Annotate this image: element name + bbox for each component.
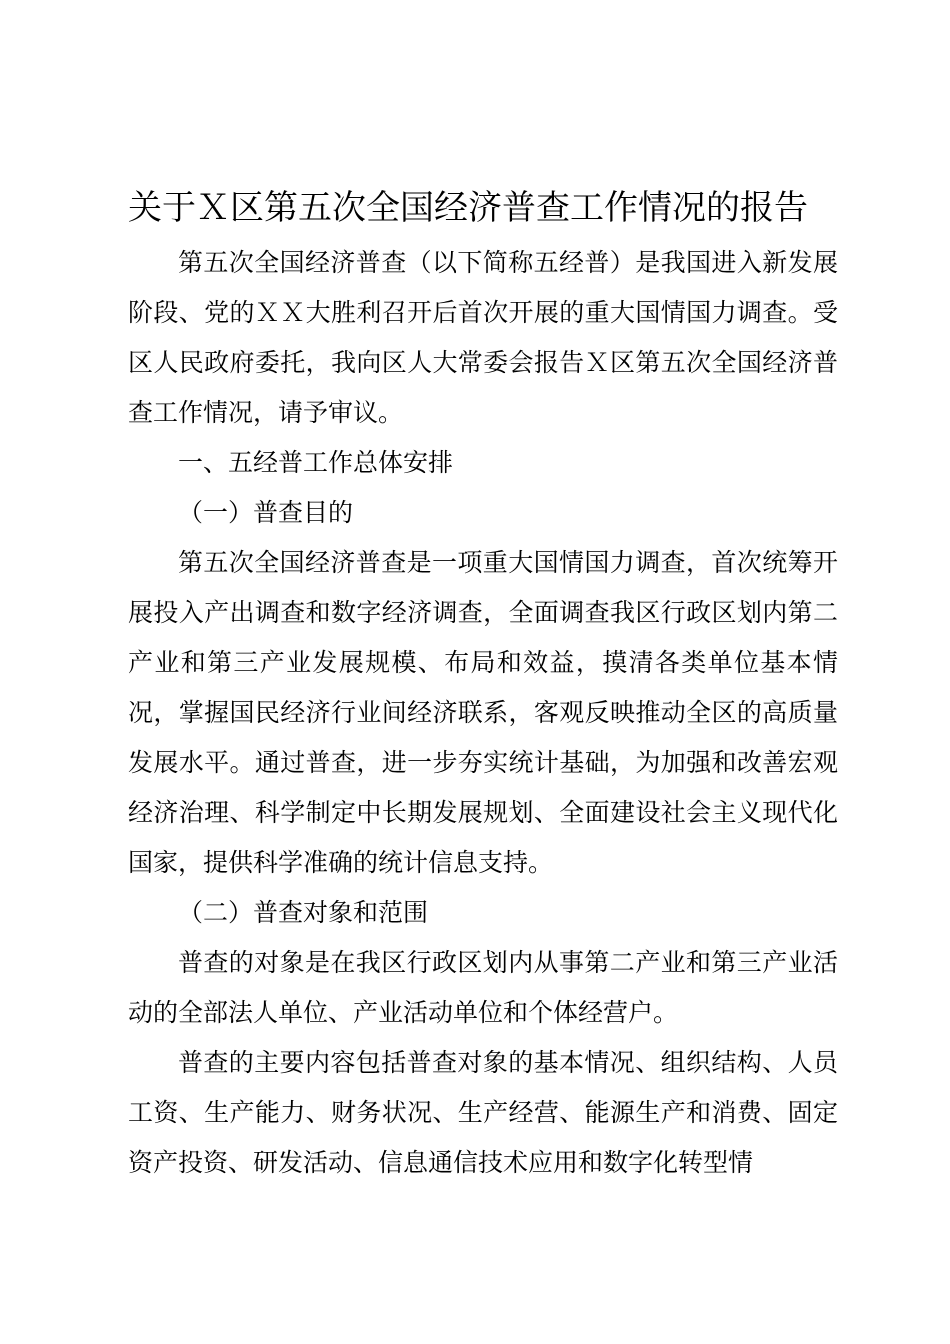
section-1-heading: 一、五经普工作总体安排 [178,448,454,477]
subsection-2-paragraph-2: 普查的主要内容包括普查对象的基本情况、组织结构、人员工资、生产能力、财务状况、生产经营、能源生产和消费、固定资产投资、研发活动、信息通信技术应用和数字化转型情 [128,1048,838,1177]
document-page [128,178,838,1188]
subsection-2-paragraph-1: 普查的对象是在我区行政区划内从事第二产业和第三产业活动的全部法人单位、产业活动单位和个体经营户。 [128,948,838,1027]
intro-paragraph: 第五次全国经济普查（以下简称五经普）是我国进入新发展阶段、党的ＸＸ大胜利召开后首次开展的重大国情国力调查。受区人民政府委托，我向区人大常委会报告Ｘ区第五次全国经济普查工作情况，请予审议。 [128,248,838,427]
subsection-2-heading: （二）普查对象和范围 [178,898,429,927]
subsection-1-heading: （一）普查目的 [178,498,354,527]
document-title: 关于Ｘ区第五次全国经济普查工作情况的报告 [128,188,808,228]
subsection-1-paragraph: 第五次全国经济普查是一项重大国情国力调查，首次统筹开展投入产出调查和数字经济调查，全面调查我区行政区划内第二产业和第三产业发展规模、布局和效益，摸清各类单位基本情况，掌握国民经济行业间经济联系，客观反映推动全区的高质量发展水平。通过普查，进一步夯实统计基础，为加强和改善宏观经济治理、科学制定中长期发展规划、全面建设社会主义现代化国家，提供科学准确的统计信息支持。 [128,548,838,877]
